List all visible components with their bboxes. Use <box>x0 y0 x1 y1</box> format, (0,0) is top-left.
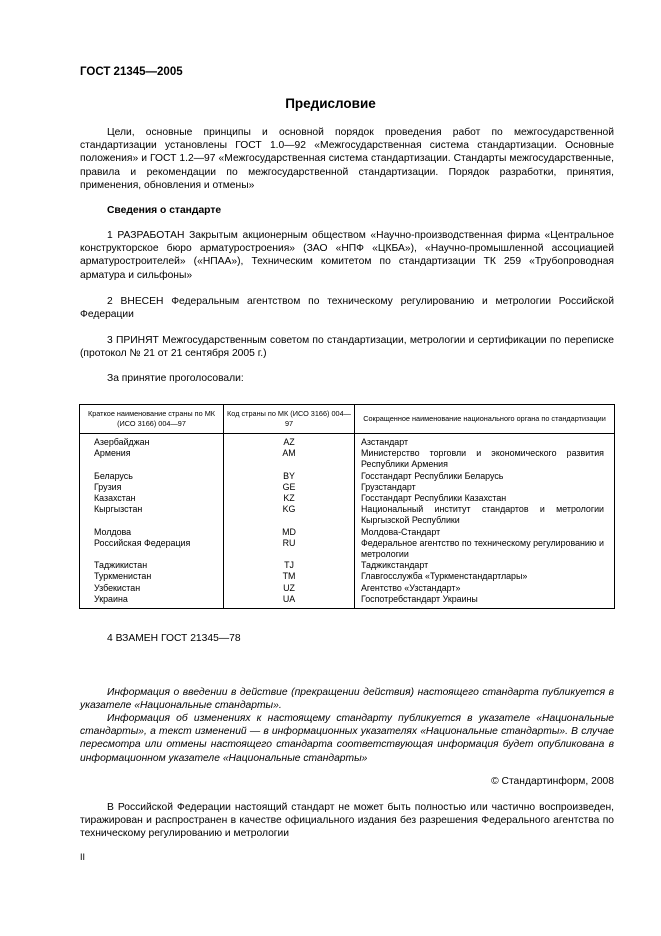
item-3-paragraph: 3 ПРИНЯТ Межгосударственным советом по стандартизации, метрологии и сертификации по переписке (протокол № 21 от 21 сентября 2005 г.) <box>80 335 614 360</box>
section-title: Сведения о стандарте <box>107 205 222 216</box>
page-number: II <box>80 852 86 862</box>
country-code-cell: UZ <box>224 583 355 594</box>
item-4-paragraph: 4 ВЗАМЕН ГОСТ 21345—78 <box>107 633 241 644</box>
item-2-paragraph: 2 ВНЕСЕН Федеральным агентством по техническому регулированию и метрологии Российской Федерации <box>80 296 614 321</box>
country-name-cell: Российская Федерация <box>80 538 224 560</box>
header-body: Сокращенное наименование национального органа по стандартизации <box>355 405 615 434</box>
standards-body-cell: Федеральное агентство по техническому регулированию и метрологии <box>355 538 615 560</box>
country-name-cell: Узбекистан <box>80 583 224 594</box>
standards-body-cell: Таджикстандарт <box>355 560 615 571</box>
country-code-cell: AZ <box>224 434 355 449</box>
country-code-cell: KG <box>224 504 355 526</box>
country-name-cell: Украина <box>80 594 224 609</box>
document-header: ГОСТ 21345—2005 <box>80 66 183 78</box>
country-name-cell: Кыргызстан <box>80 504 224 526</box>
country-name-cell: Грузия <box>80 482 224 493</box>
table-row <box>80 448 615 470</box>
table-row <box>80 538 615 560</box>
intro-paragraph: Цели, основные принципы и основной порядок проведения работ по межгосударственной стандартизации установлены ГОСТ 1.0—92 «Межгосударственная система стандартизации. Основные положения» и ГОСТ 1.2—97 «Межгосударственная система стандартизации. Стандарты межгосударственные, правила и рекомендации по межгосударственной стандартизации. Порядок разработки, принятия, применения, обновления и отмены» <box>80 127 614 191</box>
countries-table <box>79 404 615 609</box>
standards-body-cell: Грузстандарт <box>355 482 615 493</box>
reproduction-notice: В Российской Федерации настоящий стандарт не может быть полностью или частично воспроизведен, тиражирован и распространен в качестве официального издания без разрешения Федерального агентства по техническому регулированию и метрологии <box>80 802 614 840</box>
table-row <box>80 471 615 482</box>
table-row <box>80 504 615 526</box>
standards-body-cell: Национальный институт стандартов и метрологии Кыргызской Республики <box>355 504 615 526</box>
country-name-cell: Азербайджан <box>80 434 224 449</box>
standards-body-cell: Госстандарт Республики Казахстан <box>355 493 615 504</box>
standards-body-cell: Молдова-Стандарт <box>355 527 615 538</box>
table-row <box>80 594 615 609</box>
country-name-cell: Беларусь <box>80 471 224 482</box>
header-country: Краткое наименование страны по МК (ИСО 3166) 004—97 <box>80 405 224 434</box>
country-code-cell: GE <box>224 482 355 493</box>
country-name-cell: Туркменистан <box>80 571 224 582</box>
table-row <box>80 493 615 504</box>
standards-body-cell: Госпотребстандарт Украины <box>355 594 615 609</box>
table-body <box>80 434 615 609</box>
header-code: Код страны по МК (ИСО 3166) 004—97 <box>224 405 355 434</box>
country-code-cell: KZ <box>224 493 355 504</box>
standards-body-cell: Госстандарт Республики Беларусь <box>355 471 615 482</box>
voted-label: За принятие проголосовали: <box>107 373 244 384</box>
table-row <box>80 560 615 571</box>
table-row <box>80 434 615 449</box>
standards-body-cell: Азстандарт <box>355 434 615 449</box>
table-row <box>80 571 615 582</box>
table-header-row <box>80 405 615 434</box>
country-code-cell: AM <box>224 448 355 470</box>
country-name-cell: Таджикистан <box>80 560 224 571</box>
country-code-cell: TJ <box>224 560 355 571</box>
table-row <box>80 482 615 493</box>
country-name-cell: Армения <box>80 448 224 470</box>
table-row <box>80 583 615 594</box>
standards-body-cell: Главгосслужба «Туркменстандартлары» <box>355 571 615 582</box>
country-name-cell: Молдова <box>80 527 224 538</box>
country-code-cell: MD <box>224 527 355 538</box>
country-name-cell: Казахстан <box>80 493 224 504</box>
standards-body-cell: Министерство торговли и экономического развития Республики Армения <box>355 448 615 470</box>
country-code-cell: UA <box>224 594 355 609</box>
page-title: Предисловие <box>285 96 376 111</box>
country-code-cell: RU <box>224 538 355 560</box>
item-1-paragraph: 1 РАЗРАБОТАН Закрытым акционерным обществом «Научно-производственная фирма «Центральное конструкторское бюро арматуростроения» (ЗАО «НПФ «ЦКБА»), «Научно-промышленной ассоциацией арматуростроителей» («НПАА»), Техническим комитетом по стандартизации ТК 259 «Трубопроводная арматура и сильфоны» <box>80 230 614 281</box>
table-row <box>80 527 615 538</box>
info-paragraph-2: Информация об изменениях к настоящему стандарту публикуется в указателе «Национальные стандарты», а текст изменений — в информационных указателях «Национальные стандарты». В случае пересмотра или отмены настоящего стандарта соответствующая информация будет опубликована в информационном указателе «Национальные стандарты» <box>80 713 614 764</box>
country-code-cell: BY <box>224 471 355 482</box>
copyright-notice: © Стандартинформ, 2008 <box>491 776 614 787</box>
standards-body-cell: Агентство «Узстандарт» <box>355 583 615 594</box>
country-code-cell: TM <box>224 571 355 582</box>
info-paragraph-1: Информация о введении в действие (прекращении действия) настоящего стандарта публикуется в указателе «Национальные стандарты». <box>80 687 614 712</box>
